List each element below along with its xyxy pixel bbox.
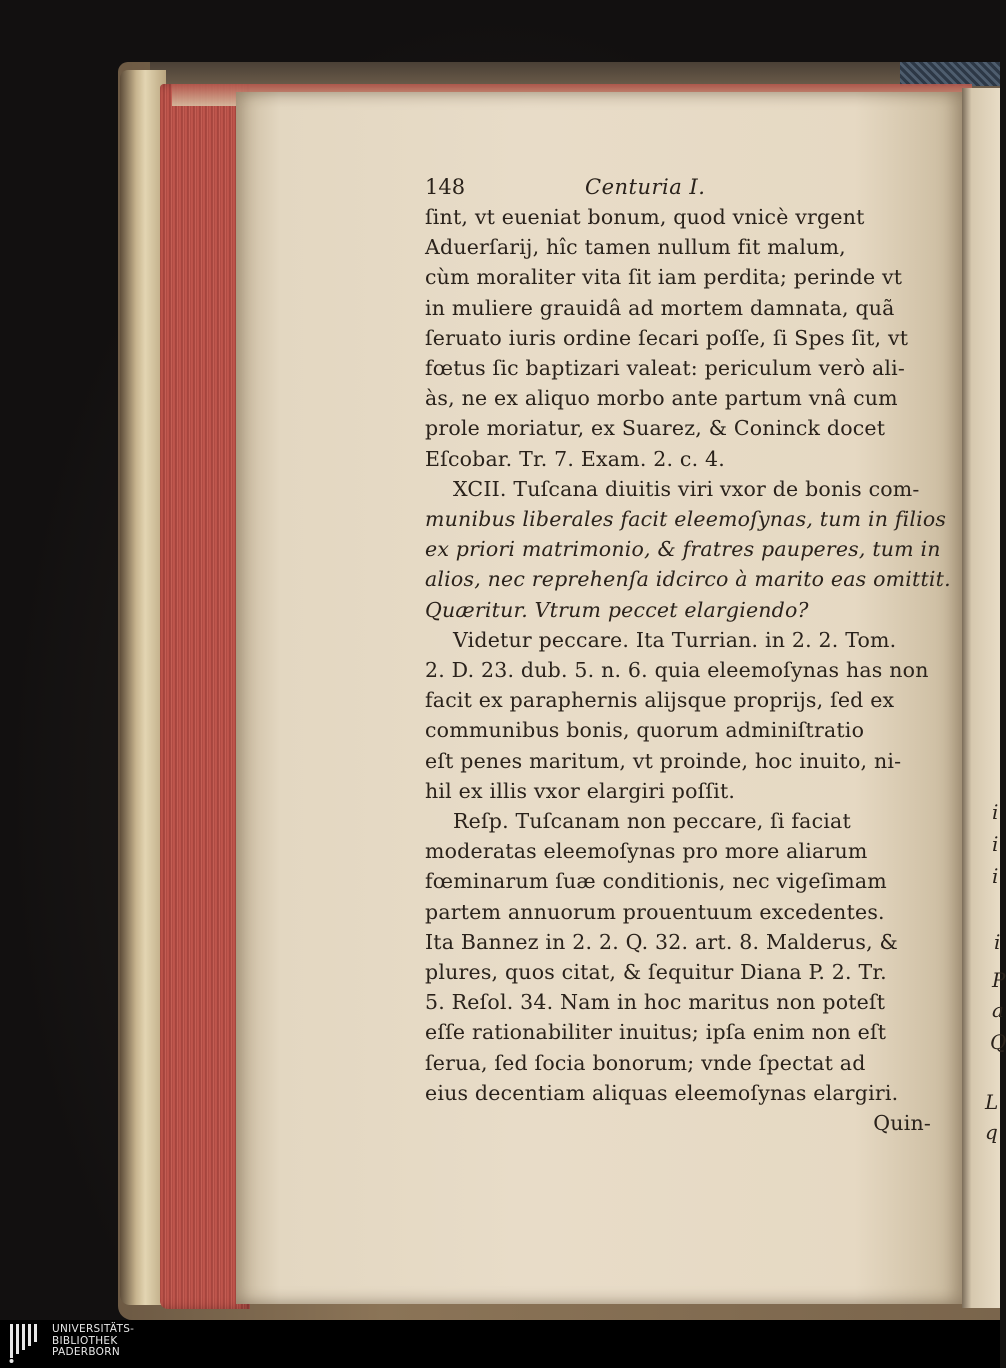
facing-page-letter: P [992, 968, 1006, 992]
text-line: ex priori matrimonio, & fratres pauperes, tum in [425, 537, 941, 562]
library-footer-bar [0, 1320, 1000, 1368]
text-line: fœminarum ſuæ conditionis, nec vigeſimam [425, 869, 887, 894]
text-line: Eſcobar. Tr. 7. Exam. 2. c. 4. [425, 446, 725, 471]
page-number: 148 [425, 175, 466, 199]
text-line: partem annuorum prouentuum excedentes. [425, 899, 885, 924]
library-line: UNIVERSITÄTS- [52, 1323, 135, 1335]
text-line: 2. D. 23. dub. 5. n. 6. quia eleemoſynas has non [425, 658, 929, 683]
text-line: Aduerſarij, hîc tamen nullum fit malum, [425, 235, 846, 260]
text-line: ſint, vt eueniat bonum, quod vnicè vrgent [425, 205, 865, 229]
running-head: Centuria I. [585, 175, 706, 199]
facing-page-letter: i [994, 930, 1001, 954]
text-line: Quæritur. Vtrum peccet elargiendo? [425, 597, 809, 622]
library-line: PADERBORN [52, 1346, 120, 1358]
facing-page-letter: a [992, 998, 1004, 1022]
facing-page-letter: q [985, 1120, 998, 1144]
text-line: fœtus ſic baptizari valeat: periculum verò ali- [425, 356, 906, 381]
body-lines [425, 202, 951, 1108]
page-text [425, 172, 951, 1138]
text-line: moderatas eleemoſynas pro more aliarum [425, 839, 868, 864]
text-line: Ita Bannez in 2. 2. Q. 32. art. 8. Malderus, & [425, 929, 898, 954]
right-cover-board [900, 62, 1000, 86]
library-name [52, 1324, 134, 1359]
facing-page-letter: i [992, 864, 999, 888]
facing-page-letter: Q [990, 1030, 1006, 1054]
facing-page-letter: L [985, 1090, 999, 1114]
text-line: eſt penes maritum, vt proinde, hoc inuito, ni- [425, 748, 902, 773]
facing-page-letter: i [992, 832, 999, 856]
text-line: Videtur peccare. Ita Turrian. in 2. 2. Tom. [453, 627, 897, 652]
page-header [425, 172, 945, 202]
text-line: XCII. Tuſcana diuitis viri vxor de bonis com- [453, 476, 920, 501]
text-line: Reſp. Tuſcanam non peccare, ſi faciat [453, 809, 851, 834]
library-line: BIBLIOTHEK [52, 1334, 118, 1347]
library-logo-icon [8, 1322, 42, 1364]
text-line: alios, nec reprehenſa idcirco à marito eas omittit. [425, 567, 951, 592]
text-line: prole moriatur, ex Suarez, & Coninck docet [425, 416, 886, 441]
text-line: às, ne ex aliquo morbo ante partum vnâ cum [425, 386, 898, 411]
text-line: eius decentiam aliquas eleemoſynas elargiri. [425, 1080, 899, 1105]
text-line: communibus bonis, quorum adminiſtratio [425, 718, 865, 743]
text-line: hil ex illis vxor elargiri poſſit. [425, 778, 736, 803]
text-line: in muliere grauidâ ad mortem damnata, quã [425, 295, 895, 320]
catchword: Quin- [873, 1111, 931, 1136]
text-line: facit ex paraphernis alijsque proprijs, ſed ex [425, 688, 895, 713]
text-line: ſerua, ſed ſocia bonorum; vnde ſpectat ad [425, 1050, 866, 1075]
text-line: cùm moraliter vita ſit iam perdita; perinde vt [425, 265, 903, 290]
text-line: ſeruato iuris ordine ſecari poſſe, ſi Spes ſit, vt [425, 325, 909, 350]
text-line: 5. Reſol. 34. Nam in hoc maritus non poteſt [425, 990, 886, 1015]
text-line: munibus liberales facit eleemoſynas, tum in filios [425, 507, 947, 532]
text-line: plures, quos citat, & ſequitur Diana P. 2. Tr. [425, 960, 887, 985]
text-line: eſſe rationabiliter inuitus; ipſa enim non eſt [425, 1020, 887, 1045]
facing-page-letter: i [992, 800, 999, 824]
